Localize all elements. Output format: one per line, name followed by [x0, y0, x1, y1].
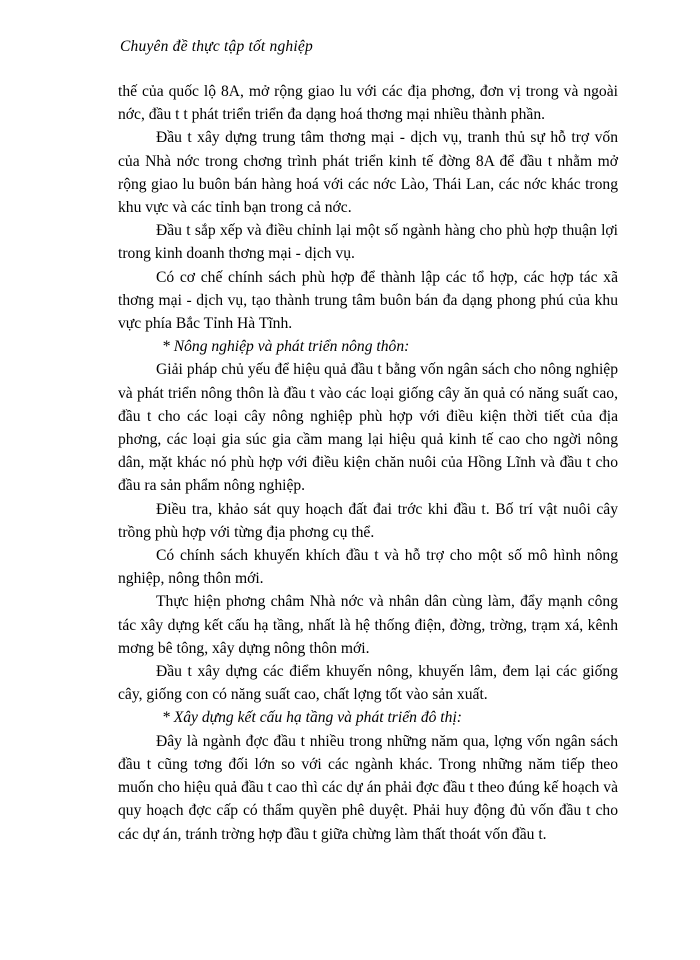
paragraph: Có chính sách khuyến khích đầu t và hỗ trợ cho một số mô hình nông nghiệp, nông thôn mới. [118, 547, 618, 588]
running-header: Chuyên đề thực tập tốt nghiệp [120, 38, 313, 55]
header-divider [118, 64, 618, 65]
section-heading: * Xây dựng kết cấu hạ tầng và phát triển đô thị: [162, 709, 462, 727]
paragraph: thế của quốc lộ 8A, mở rộng giao lu với các địa phơng, đơn vị trong và ngoài nớc, đầu t t phát triển triển đa dạng hoá thơng mại nhiều thành phần. [118, 83, 618, 124]
section-heading: * Nông nghiệp và phát triển nông thôn: [162, 338, 410, 356]
paragraph: Giải pháp chủ yếu để hiệu quả đầu t bằng vốn ngân sách cho nông nghiệp và phát triển nông thôn là đầu t vào các loại giống cây ăn quả có năng suất cao, đầu t cho các loại cây nông nghiệp phù hợp với điều kiện thời tiết của địa phơng, các loại gia súc gia cầm mang lại hiệu quả kinh tế cao cho ngời nông dân, mặt khác nó phù hợp với điều kiện chăn nuôi của Hồng Lĩnh và đầu t cho đầu ra sản phẩm nông nghiệp. [118, 361, 618, 495]
paragraph: Đầu t xây dựng trung tâm thơng mại - dịch vụ, tranh thủ sự hỗ trợ vốn của Nhà nớc trong chơng trình phát triển kinh tế đờng 8A để đầu t nhằm mở rộng giao lu buôn bán hàng hoá với các nớc Lào, Thái Lan, các nớc khác trong khu vực và các tỉnh bạn trong cả nớc. [118, 129, 618, 217]
paragraph: Đầu t xây dựng các điểm khuyến nông, khuyến lâm, đem lại các giống cây, giống con có năng suất cao, chất lợng tốt vào sản xuất. [118, 663, 618, 704]
document-body [118, 80, 618, 846]
paragraph: Thực hiện phơng châm Nhà nớc và nhân dân cùng làm, đẩy mạnh công tác xây dựng kết cấu hạ tầng, nhất là hệ thống điện, đờng, trờng, trạm xá, kênh mơng bê tông, xây dựng nông thôn mới. [118, 593, 618, 657]
paragraph: Điều tra, khảo sát quy hoạch đất đai trớc khi đầu t. Bố trí vật nuôi cây trồng phù hợp với từng địa phơng cụ thể. [118, 500, 618, 541]
paragraph: Có cơ chế chính sách phù hợp để thành lập các tổ hợp, các hợp tác xã thơng mại - dịch vụ, tạo thành trung tâm buôn bán đa dạng phong phú của khu vực phía Bắc Tỉnh Hà Tĩnh. [118, 268, 618, 333]
paragraph: Đây là ngành đợc đầu t nhiều trong những năm qua, lợng vốn ngân sách đầu t cũng tơng đối lớn so với các ngành khác. Trong những năm tiếp theo muốn cho hiệu quả đầu t cao thì các dự án phải đợc đầu t theo đúng kế hoạch và quy hoạch đợc cấp có thẩm quyền phê duyệt. Phải huy động đủ vốn đầu t cho các dự án, tránh trờng hợp đầu t giữa chừng làm thất thoát vốn đầu t. [118, 732, 618, 843]
paragraph: Đầu t sắp xếp và điều chỉnh lại một số ngành hàng cho phù hợp thuận lợi trong kinh doanh thơng mại - dịch vụ. [118, 222, 618, 263]
